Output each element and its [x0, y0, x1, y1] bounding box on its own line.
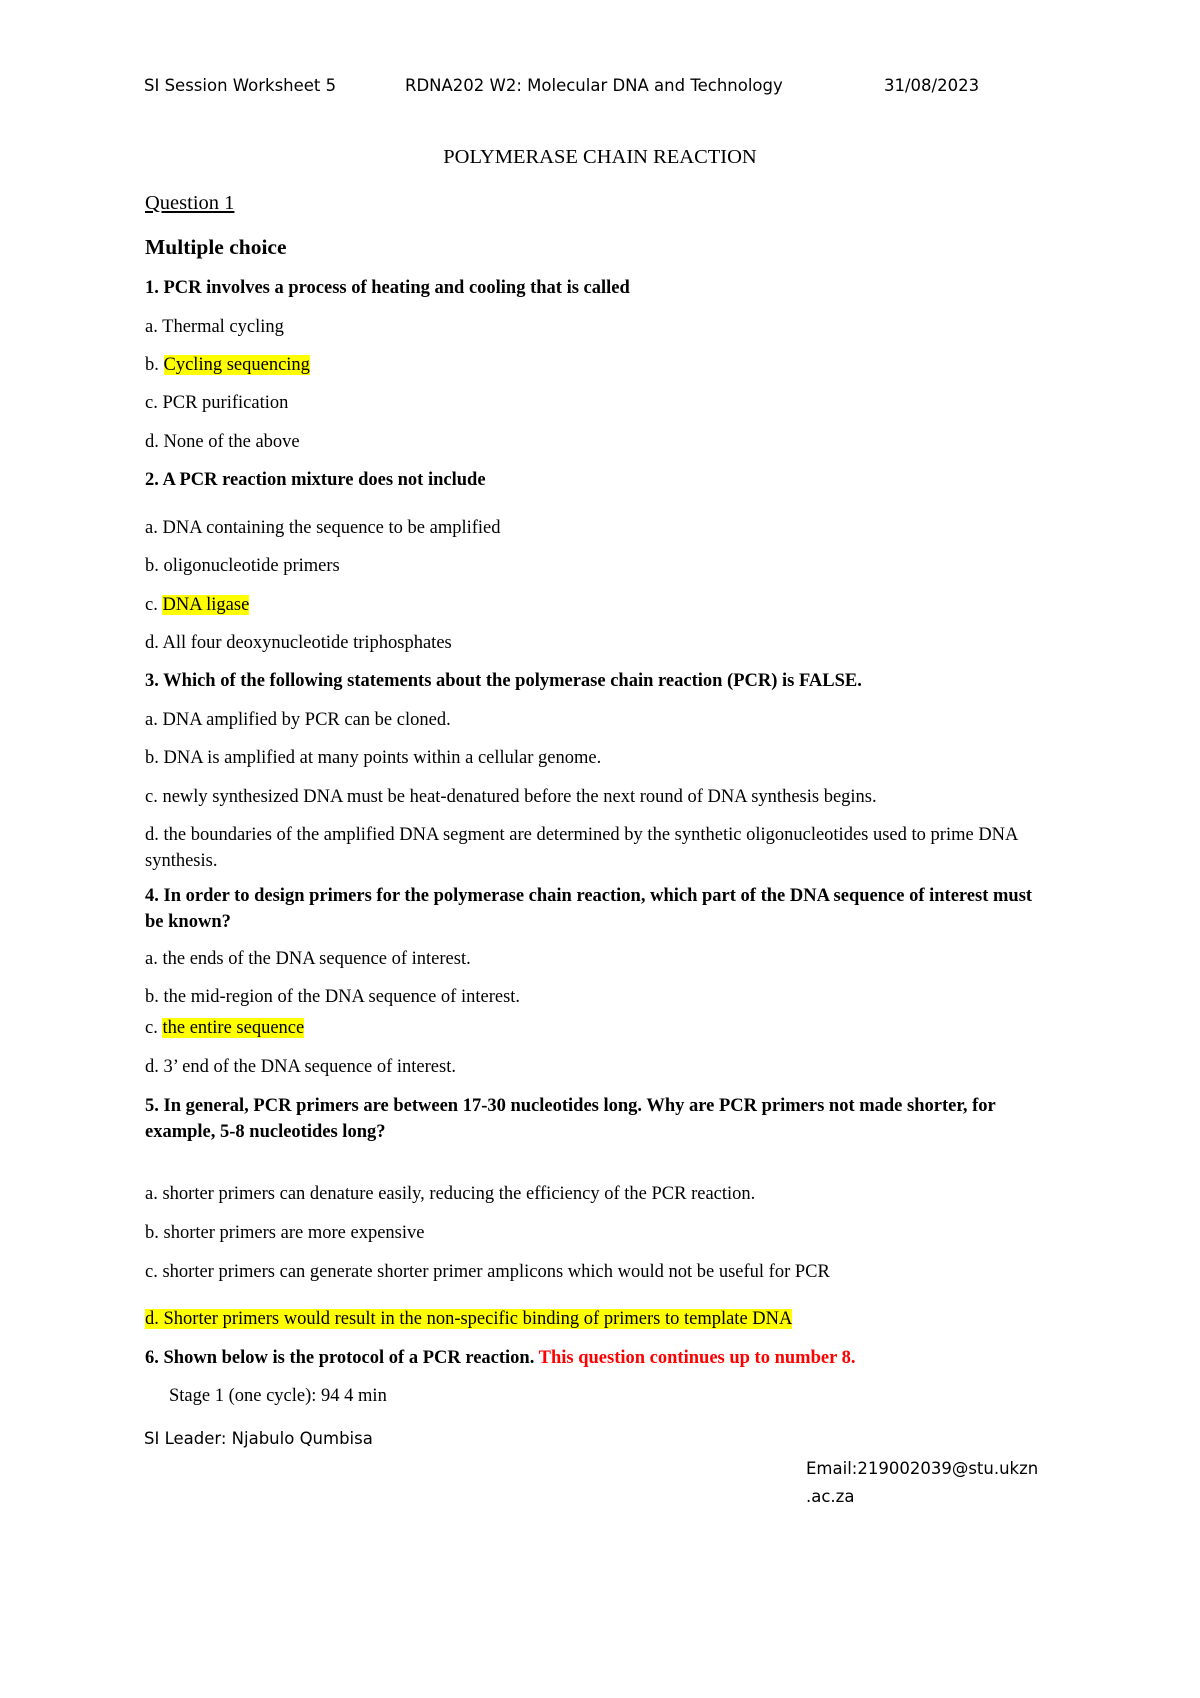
q3-option-a: a. DNA amplified by PCR can be cloned.: [145, 710, 451, 730]
q5-option-a: a. shorter primers can denature easily, reducing the efficiency of the PCR reaction.: [145, 1184, 756, 1204]
q4-option-c: c. the entire sequence: [145, 1018, 305, 1038]
q2-option-b: b. oligonucleotide primers: [145, 556, 340, 576]
q1-option-d: d. None of the above: [145, 432, 300, 452]
page-title: POLYMERASE CHAIN REACTION: [443, 146, 757, 168]
footer-si-leader: SI Leader: Njabulo Qumbisa: [144, 1429, 373, 1448]
question-6-text: 6. Shown below is the protocol of a PCR reaction. This question continues up to number 8.: [145, 1348, 856, 1368]
question-2-text: 2. A PCR reaction mixture does not include: [145, 470, 486, 490]
highlighted-answer: the entire sequence: [162, 1018, 305, 1038]
q4-option-d: d. 3’ end of the DNA sequence of interest.: [145, 1057, 456, 1077]
q2-option-a: a. DNA containing the sequence to be amplified: [145, 518, 501, 538]
q3-option-c: c. newly synthesized DNA must be heat-denatured before the next round of DNA synthesis begins.: [145, 787, 877, 807]
question-1-text: 1. PCR involves a process of heating and cooling that is called: [145, 278, 630, 298]
highlighted-answer: Cycling sequencing: [163, 355, 310, 375]
highlighted-answer: DNA ligase: [162, 595, 250, 615]
q2-option-d: d. All four deoxynucleotide triphosphates: [145, 633, 452, 653]
header-course-label: RDNA202 W2: Molecular DNA and Technology: [405, 76, 783, 95]
q1-option-c: c. PCR purification: [145, 393, 289, 413]
header-date: 31/08/2023: [884, 76, 980, 95]
q5-option-d: [145, 1306, 792, 1332]
q4-option-b: b. the mid-region of the DNA sequence of interest.: [145, 987, 521, 1007]
q5-option-c: c. shorter primers can generate shorter primer amplicons which would not be useful for PCR: [145, 1262, 830, 1282]
q3-option-d: d. the boundaries of the amplified DNA segment are determined by the synthetic oligonucleotides used to prime DNA synthesis.: [145, 825, 1018, 871]
stage-1-protocol: Stage 1 (one cycle): 94 4 min: [169, 1386, 387, 1406]
highlighted-answer: d. Shorter primers would result in the non-specific binding of primers to template DNA: [145, 1309, 793, 1329]
q4-option-a: a. the ends of the DNA sequence of interest.: [145, 949, 471, 969]
q1-option-b: b. Cycling sequencing: [145, 355, 310, 375]
question-heading: Question 1: [145, 192, 235, 214]
footer-email-line-1: Email:219002039@stu.ukzn: [806, 1459, 1039, 1478]
q2-option-c: c. DNA ligase: [145, 595, 250, 615]
footer-email-line-2: .ac.za: [806, 1487, 855, 1506]
header-worksheet-label: SI Session Worksheet 5: [144, 76, 337, 95]
q1-option-a: a. Thermal cycling: [145, 317, 284, 337]
q3-option-b: b. DNA is amplified at many points within a cellular genome.: [145, 748, 602, 768]
continuation-note: This question continues up to number 8.: [538, 1348, 856, 1368]
section-heading: Multiple choice: [145, 235, 287, 259]
q5-option-b: b. shorter primers are more expensive: [145, 1223, 425, 1243]
question-5-text: 5. In general, PCR primers are between 17-30 nucleotides long. Why are PCR primers not made shorter, for example, 5-8 nucleotides long?: [145, 1096, 996, 1142]
question-4-text: 4. In order to design primers for the polymerase chain reaction, which part of the DNA sequence of interest must be known?: [145, 886, 1033, 932]
question-3-text: 3. Which of the following statements about the polymerase chain reaction (PCR) is FALSE.: [145, 671, 862, 691]
